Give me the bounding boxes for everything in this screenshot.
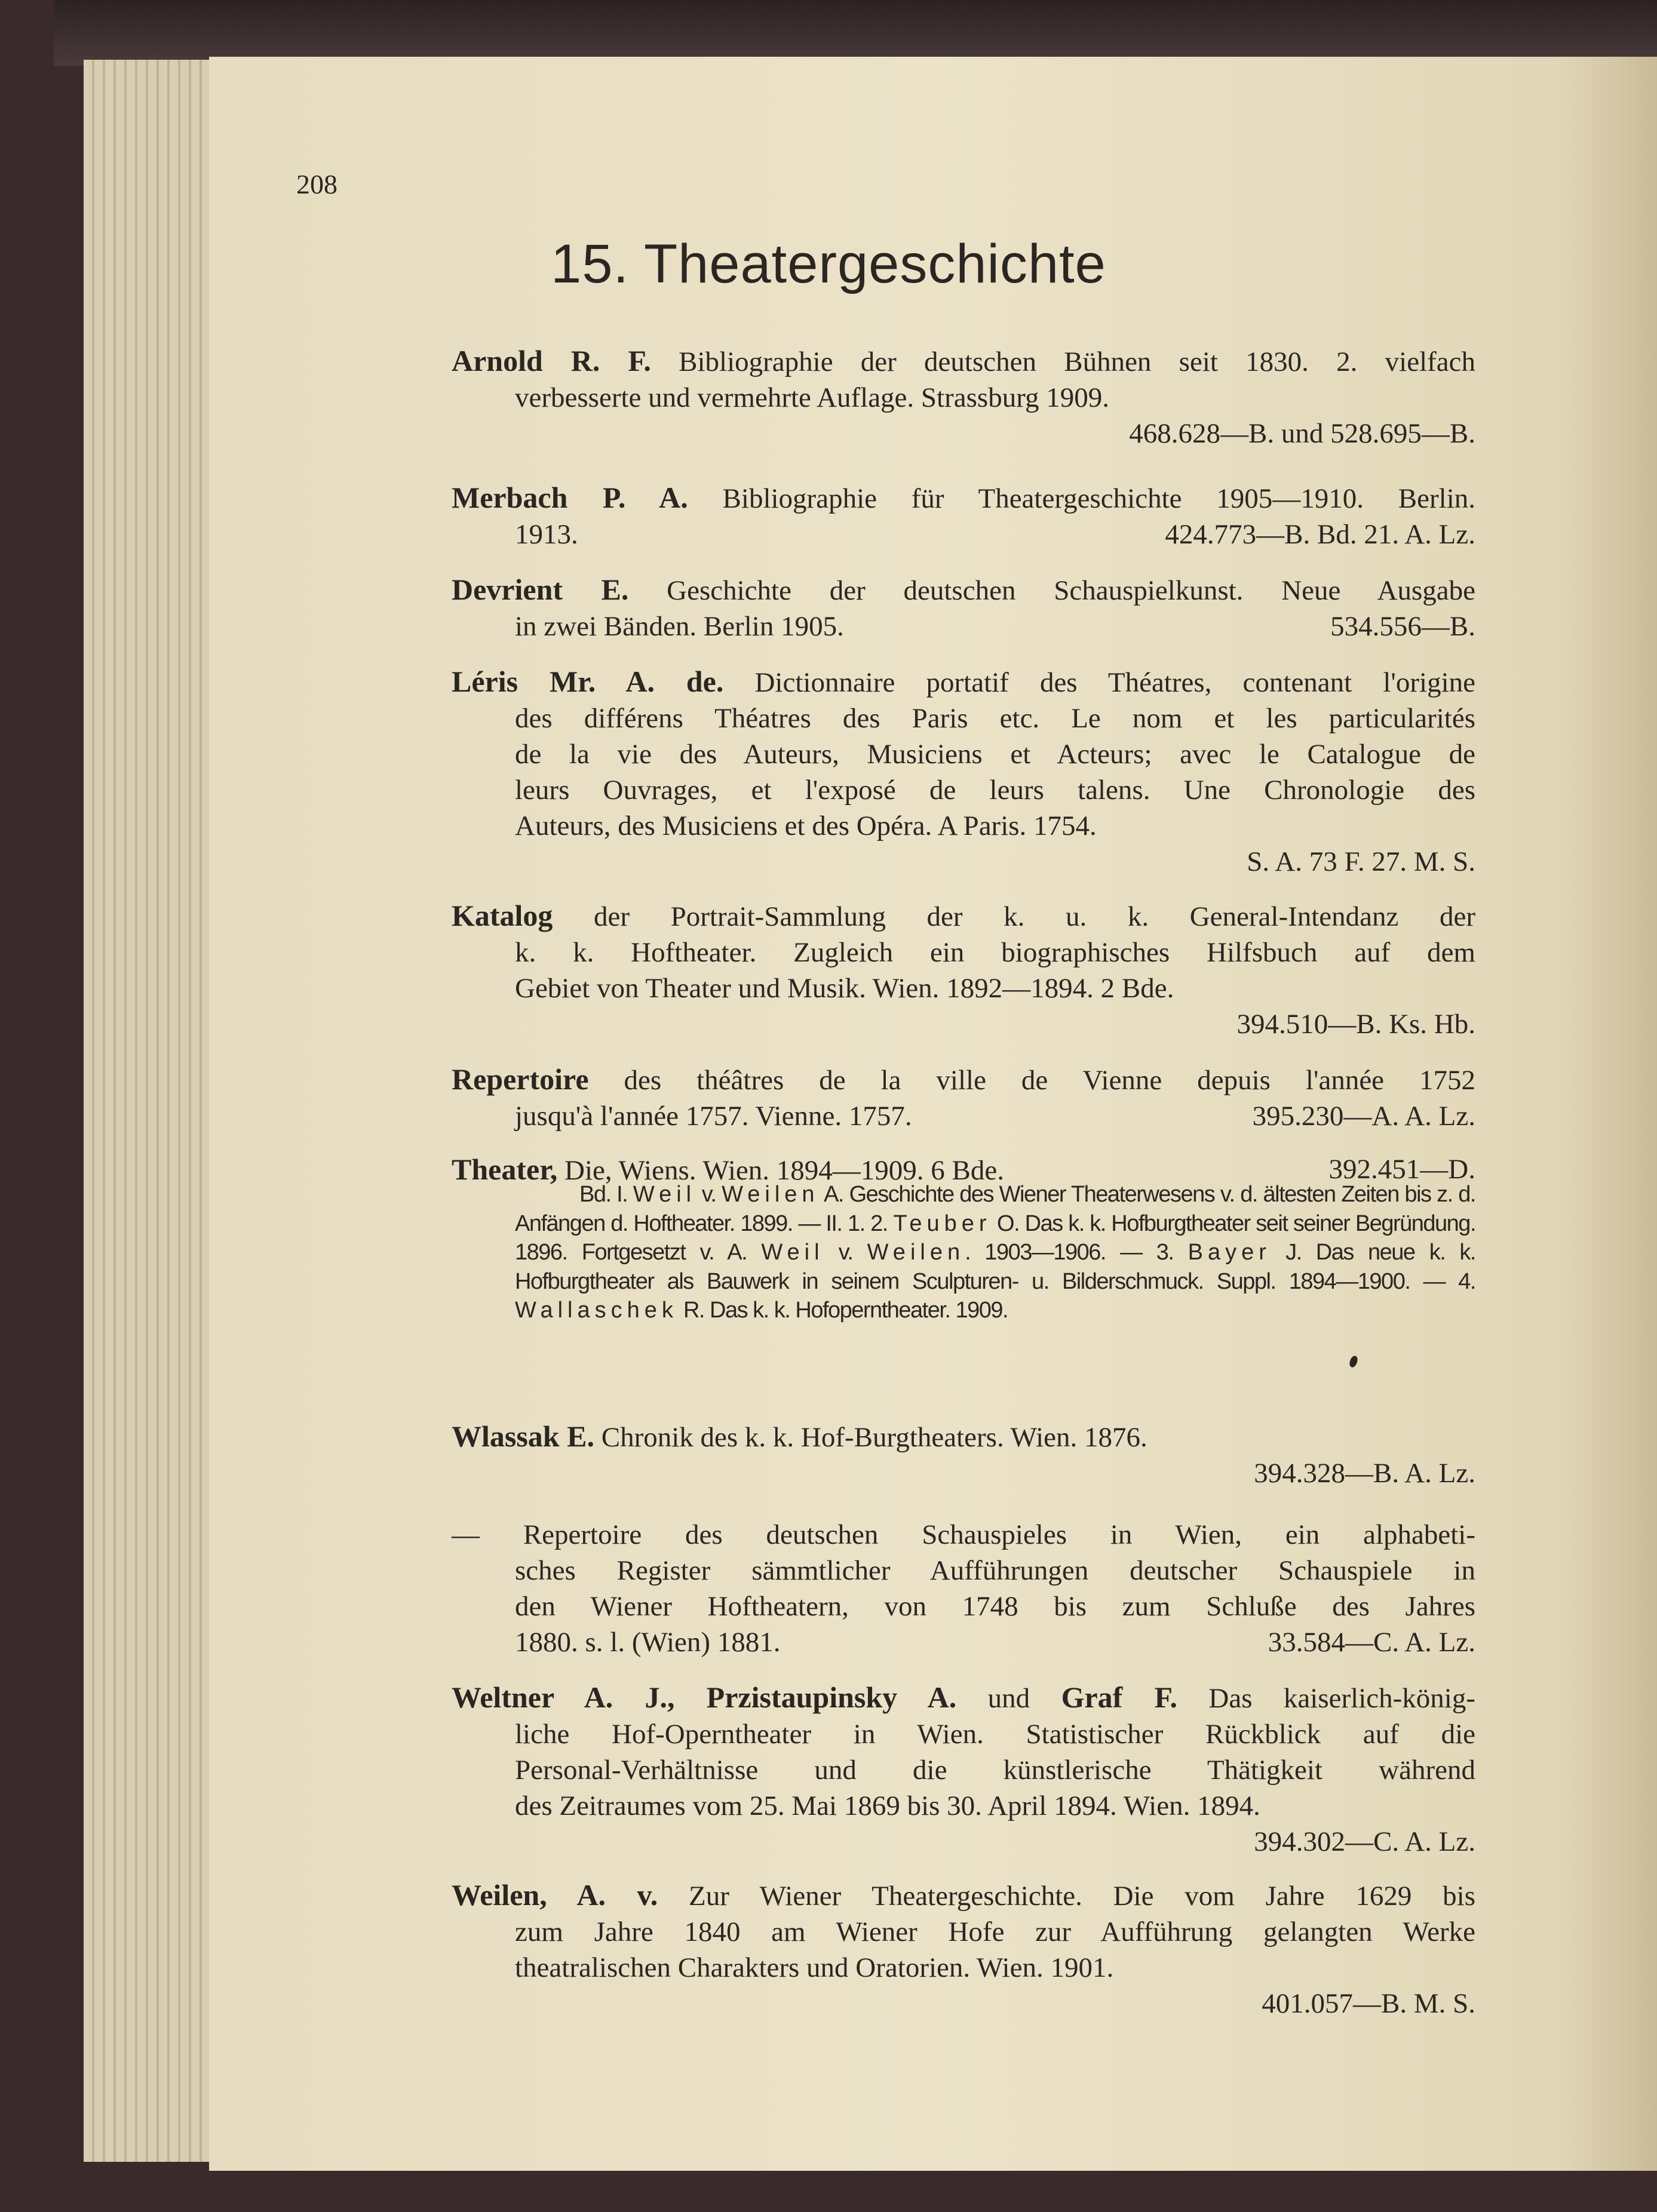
line-text [515,1624,781,1660]
entry-headword: Merbach P. A. [452,481,688,514]
note-text: R. Das k. k. Hofoperntheater. 1909. [677,1298,1008,1323]
entry-line [452,935,1475,970]
entry-text: der Portrait-Sammlung der k. u. k. General-Intendanz der [594,901,1475,932]
line-text [515,1719,1475,1750]
line-text [515,810,1097,841]
entry-text: des Zeitraumes vom 25. Mai 1869 bis 30. April 1894. Wien. 1894. [515,1790,1260,1821]
entry-line [452,1914,1475,1950]
line-text [452,1062,1475,1096]
line-text [515,937,1475,968]
entry-line [452,609,1475,644]
bibliography-entry [452,1877,1475,2021]
call-number: 424.773—B. Bd. 21. A. Lz. [1165,519,1475,550]
call-number: 401.057—B. M. S. [1262,1988,1475,2019]
bibliography-entry [452,1418,1475,1491]
bibliography-entry [452,1679,1475,1860]
entry-text: Bibliographie der deutschen Bühnen seit 1830. 2. vielfach [679,346,1476,377]
entry-line [452,1679,1475,1716]
entry-line [452,1716,1475,1752]
author-name: Weilen [722,1182,820,1207]
chapter-title: 15. Theatergeschichte [551,234,1106,294]
entry-line [452,1950,1475,1986]
entry-line [452,898,1475,935]
entry-text: 1913. [515,519,578,550]
call-number: 392.451—D. [1328,1154,1475,1185]
entry-text: Bibliographie für Theatergeschichte 1905—1910. Berlin. [722,483,1476,514]
bibliography-entry [452,480,1475,552]
entry-text: jusqu'à l'année 1757. Vienne. 1757. [515,1101,912,1132]
entry-text: de la vie des Auteurs, Musiciens et Acteurs; avec le Catalogue de [515,739,1475,770]
entry-text: Das kaiserlich-könig- [1208,1683,1475,1714]
bibliography-entry [452,572,1475,644]
entry-text: Zur Wiener Theatergeschichte. Die vom Jahre 1629 bis [689,1881,1475,1912]
entry-text: in zwei Bänden. Berlin 1905. [515,611,844,642]
line-text [515,1591,1475,1622]
entry-text: sches Register sämmtlicher Aufführungen deutscher Schauspiele in [515,1555,1475,1586]
note-text: v. [824,1240,867,1265]
line-text [515,1555,1475,1586]
call-number-line [452,1986,1475,2021]
call-number-line [452,844,1475,880]
entry-line [452,808,1475,844]
author-name: Weilen [867,1240,965,1265]
entry-headword: Graf F. [1061,1680,1177,1714]
entry-text: theatralischen Charakters und Oratorien. Wien. 1901. [515,1952,1114,1983]
entry-line [452,1624,1475,1660]
line-text [452,667,1475,698]
entry-headword: — [452,1519,480,1550]
entry-text: 1880. s. l. (Wien) 1881. [515,1627,781,1658]
entry-line [452,772,1475,808]
entry-line [452,1752,1475,1788]
line-text [515,609,844,644]
author-name: Bayer [1187,1240,1271,1265]
line-text [515,517,578,552]
entry-text: Die, Wiens. Wien. 1894—1909. 6 Bde. [564,1155,1005,1186]
line-text [515,382,1109,413]
line-text [515,973,1174,1004]
entry-text: leurs Ouvrages, et l'exposé de leurs talens. Une Chronologie des [515,775,1475,806]
line-text [452,901,1475,932]
entry-headword: Repertoire [452,1062,589,1096]
note-text: A. Geschichte des Wiener Theaterwesens v. d. ältesten Zeiten bis z. d. Anfängen d. Hoftheater. 1899. — II. 1. 2. [515,1182,1475,1236]
entry-line [452,1788,1475,1824]
call-number-line [452,1006,1475,1042]
entry-line [452,480,1475,517]
entry-line [452,1517,1475,1553]
page-edges [84,60,221,2162]
entry-text: zum Jahre 1840 am Wiener Hofe zur Aufführung gelangten Werke [515,1916,1475,1947]
line-text [515,1790,1260,1821]
entry-text: verbesserte und vermehrte Auflage. Strassburg 1909. [515,382,1110,413]
entry-headword: Arnold R. F. [452,344,651,377]
entry-line [452,1589,1475,1624]
note-text: v. [696,1182,722,1207]
call-number: 534.556—B. [1330,611,1475,642]
page-number: 208 [296,169,337,199]
entry-headword: Weltner A. J., Przistaupinsky A. [452,1680,957,1714]
entry-line [452,572,1475,609]
call-number: S. A. 73 F. 27. M. S. [1247,846,1475,877]
entry-line [452,970,1475,1006]
author-name: Weil [761,1240,824,1265]
call-number-line [452,1455,1475,1491]
line-text [515,1755,1475,1786]
theater-volume-note [515,1180,1475,1325]
entry-line [452,1061,1475,1098]
entry-text: Chronik des k. k. Hof-Burgtheaters. Wien. 1876. [601,1422,1147,1453]
bibliography-entry [452,898,1475,1042]
note-text: O. Das k. k. Hofburgtheater seit seiner Begründung. 1896. Fortgesetzt v. A. [515,1211,1475,1265]
entry-text: Geschichte der deutschen Schauspielkunst. Neue Ausgabe [667,575,1475,606]
entry-headword: Katalog [452,899,553,932]
bibliography-entry [452,1061,1475,1134]
line-text [452,1878,1475,1912]
book-binding [54,0,1657,66]
line-text [452,1680,1475,1714]
line-text [515,1916,1475,1947]
line-text [515,775,1475,806]
entry-text: Personal-Verhältnisse und die künstlerische Thätigkeit während [515,1755,1475,1786]
call-number: 395.230—A. A. Lz. [1252,1101,1475,1132]
line-text [452,1422,1147,1453]
entry-headword: Léris Mr. A. de. [452,665,724,698]
entry-headword: Wlassak E. [452,1420,594,1453]
entry-text: den Wiener Hoftheatern, von 1748 bis zum Schluße des Jahres [515,1591,1475,1622]
note-text: Bd. I. [579,1182,633,1207]
call-number: 394.510—B. Ks. Hb. [1236,1009,1475,1040]
entry-text: Dictionnaire portatif des Théatres, contenant l'origine [754,667,1476,698]
entry-text: des théâtres de la ville de Vienne depuis l'année 1752 [624,1065,1475,1096]
author-name: Wallaschek [515,1298,678,1323]
call-number: 468.628—B. und 528.695—B. [1129,418,1475,449]
line-text [515,703,1475,734]
line-text [515,739,1475,770]
author-name: Weil [633,1182,696,1207]
line-text [452,1519,1475,1550]
entry-text: k. k. Hoftheater. Zugleich ein biographisches Hilfsbuch auf dem [515,937,1475,968]
call-number-line [452,416,1475,451]
note-text: . 1903—1906. — 3. [965,1240,1188,1265]
entry-text: Auteurs, des Musiciens et des Opéra. A Paris. 1754. [515,810,1097,841]
line-text [452,483,1475,514]
bibliography-entry [452,663,1475,880]
entry-line [452,380,1475,416]
line-text [515,1098,912,1134]
entry-headword: Devrient E. [452,573,629,606]
bibliography-entry [452,1517,1475,1660]
entry-line [452,701,1475,736]
author-name: Teuber [893,1211,992,1236]
entry-headword: Weilen, A. v. [452,1878,658,1912]
entry-line [452,517,1475,552]
entry-line [452,1418,1475,1455]
entry-line [452,1877,1475,1914]
line-text [452,346,1475,377]
entry-text: Gebiet von Theater und Musik. Wien. 1892—1894. 2 Bde. [515,973,1174,1004]
call-number: 394.328—B. A. Lz. [1254,1458,1475,1489]
note-text: J. Das neue k. k. Hofburgtheater als Bauwerk in seinem Sculpturen- u. Bilderschmuck. Suppl. 1894—1900. — 4. [515,1240,1475,1294]
call-number-line [452,1824,1475,1860]
entry-headword: und [987,1683,1030,1714]
entry-line [452,1553,1475,1589]
line-text [452,575,1475,606]
entry-text: Repertoire des deutschen Schauspieles in Wien, ein alphabeti- [523,1519,1475,1550]
entry-line [452,663,1475,701]
entry-line [452,343,1475,380]
call-number: 33.584—C. A. Lz. [1268,1627,1475,1658]
entry-text: des différens Théatres des Paris etc. Le nom et les particularités [515,703,1475,734]
entry-line [452,1098,1475,1134]
call-number: 394.302—C. A. Lz. [1254,1826,1475,1857]
entry-text: liche Hof-Operntheater in Wien. Statistischer Rückblick auf die [515,1719,1475,1750]
entry-line [452,736,1475,772]
line-text [515,1952,1113,1983]
bibliography-entry [452,343,1475,451]
entry-headword: Theater, [452,1153,558,1186]
